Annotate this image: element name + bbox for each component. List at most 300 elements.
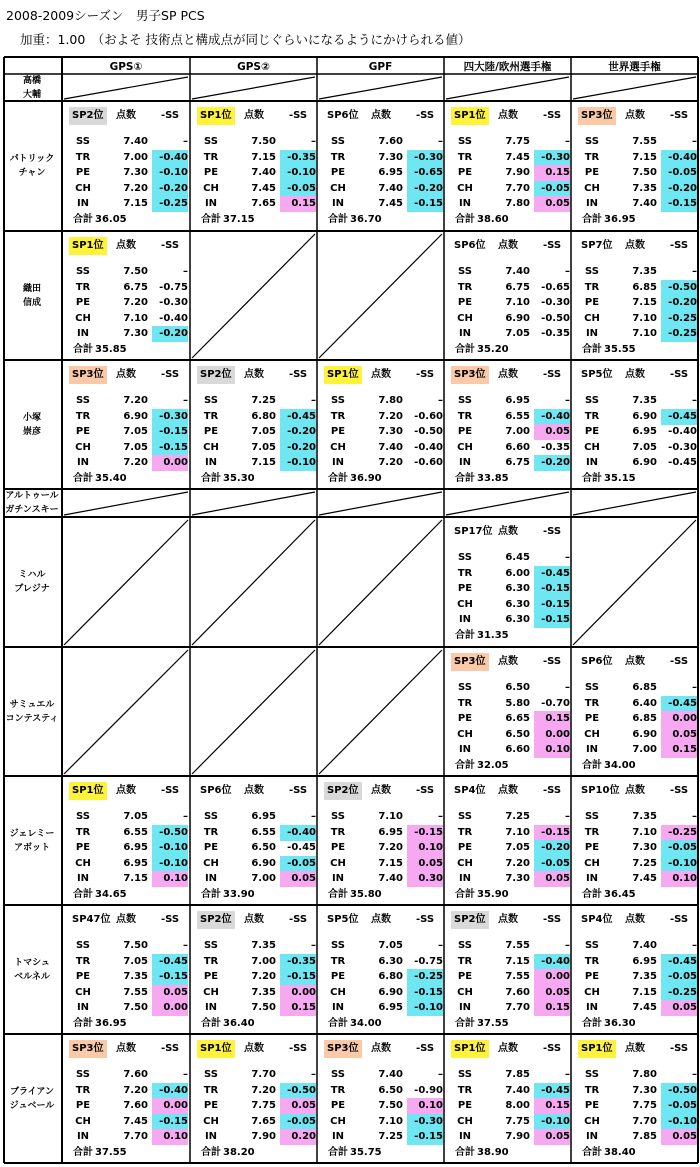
total-label: 合計 [582,473,602,484]
total-value: 35.15 [604,473,636,484]
component-label: PE [457,426,473,438]
component-score: 6.95 [251,811,276,822]
component-label: CH [457,728,473,740]
component-score: 7.20 [378,457,403,469]
component-label: SS [458,395,472,406]
score-header: 点数 [498,785,518,796]
component-row [63,1000,188,1016]
component-diff: -0.05 [661,969,697,985]
component-diff: 0.15 [280,196,316,212]
component-label: TR [584,151,600,163]
component-row [445,1067,570,1083]
component-row [445,825,570,841]
component-row [572,1098,697,1114]
component-diff: -0.15 [280,969,316,985]
component-score: 7.60 [123,1069,148,1080]
total-value: 38.90 [477,1147,509,1158]
component-label: CH [457,1115,473,1127]
component-diff: – [692,1069,697,1080]
component-score: 7.45 [632,1002,657,1014]
component-label: PE [457,583,473,595]
component-label: PE [457,842,473,854]
component-diff: – [438,811,443,822]
component-score: 7.25 [251,395,276,406]
component-score: 7.10 [123,312,148,324]
component-diff: – [565,1069,570,1080]
diagonal-slash [192,520,315,645]
diff-header: -SS [288,914,308,925]
component-label: IN [76,457,90,469]
total-value: 34.00 [350,1018,382,1029]
component-row [318,196,443,212]
component-row [445,455,570,471]
component-row [445,938,570,954]
total-value: 35.80 [350,889,382,900]
component-score: 7.10 [632,312,657,324]
total-label: 合計 [328,214,348,225]
component-score: 7.25 [505,811,530,822]
component-label: SS [585,395,599,406]
score-header: 点数 [625,369,645,380]
component-diff: 0.05 [534,424,570,440]
component-row [63,840,188,856]
component-score: 6.95 [632,426,657,438]
component-score: 7.30 [505,873,530,885]
diff-header: -SS [415,110,435,121]
component-label: TR [457,567,473,579]
component-diff: – [438,940,443,951]
total-label: 合計 [455,630,475,641]
component-diff: -0.25 [661,985,697,1001]
component-label: IN [585,457,599,469]
component-score: 7.45 [251,182,276,194]
component-score: 7.15 [123,198,148,210]
component-score: 6.95 [123,842,148,854]
component-diff: – [183,1069,188,1080]
score-header: 点数 [371,785,391,796]
component-row [572,727,697,743]
diff-header: -SS [415,914,435,925]
score-header: 点数 [244,1043,264,1054]
component-diff: – [565,266,570,277]
diff-header: -SS [288,369,308,380]
score-header: 点数 [244,914,264,925]
component-score: 6.95 [378,826,403,838]
component-score: 7.55 [632,136,657,147]
component-diff: – [565,552,570,563]
component-score: 6.50 [251,842,276,854]
component-score: 7.00 [632,744,657,756]
component-diff: -0.10 [534,1114,570,1130]
component-row [318,181,443,197]
component-diff: – [438,395,443,406]
total-label: 合計 [582,760,602,771]
component-row [318,455,443,471]
component-diff: -0.10 [152,856,188,872]
total-value: 35.75 [350,1147,382,1158]
component-row [318,409,443,425]
component-label: TR [203,826,219,838]
component-label: CH [584,312,600,324]
component-score: 7.00 [505,426,530,438]
component-diff: 0.05 [534,1129,570,1145]
total-value: 35.30 [223,473,255,484]
skater-name: 小塚 崇彦 [22,412,41,437]
event-header: GPS① [109,61,143,73]
component-row [63,969,188,985]
component-row [191,1000,316,1016]
component-score: 7.05 [123,955,148,967]
component-row [318,424,443,440]
component-row [572,809,697,825]
diff-header: -SS [669,656,689,667]
rank-badge: SP2位 [69,107,107,125]
component-diff: – [183,811,188,822]
component-row [445,393,570,409]
component-row [63,871,188,887]
component-diff: -0.25 [661,326,697,342]
component-row [191,424,316,440]
component-score: 7.40 [378,1069,403,1080]
rank-badge: SP1位 [197,1040,235,1058]
component-diff: -0.45 [661,696,697,712]
total-label: 合計 [328,473,348,484]
component-label: IN [585,1002,599,1014]
component-diff: – [692,940,697,951]
component-label: IN [76,873,90,885]
diff-header: -SS [542,785,562,796]
component-score: 7.40 [505,266,530,277]
component-label: CH [75,1115,91,1127]
component-score: 6.75 [123,281,148,293]
rank-badge: SP2位 [197,366,235,384]
component-diff: -0.15 [152,969,188,985]
component-row [63,440,188,456]
component-score: 6.60 [505,744,530,756]
component-row [318,150,443,166]
component-row [572,742,697,758]
component-row [191,150,316,166]
component-score: 7.35 [632,266,657,277]
component-row [191,809,316,825]
component-score: 6.55 [505,410,530,422]
component-diff: 0.05 [661,1129,697,1145]
component-score: 6.90 [632,410,657,422]
diagonal-slash [573,520,696,645]
component-diff: 0.05 [661,727,697,743]
component-diff: -0.40 [668,426,697,438]
page-subtitle: 加重：1.00 （およそ 技術点と構成点が同じぐらいになるようにかけられる値） [20,32,471,47]
component-diff: -0.15 [534,612,570,628]
component-diff: 0.10 [407,1098,443,1114]
component-diff: -0.05 [280,856,316,872]
component-score: 7.05 [378,940,403,951]
component-row [63,295,188,311]
component-diff: -0.45 [661,954,697,970]
component-label: TR [584,697,600,709]
score-header: 点数 [498,240,518,251]
component-row [445,969,570,985]
component-score: 7.50 [251,1002,276,1014]
component-row [318,954,443,970]
component-label: TR [75,1084,91,1096]
component-row [318,985,443,1001]
component-label: CH [457,986,473,998]
component-label: SS [331,136,345,147]
diff-header: -SS [542,1043,562,1054]
component-row [572,1000,697,1016]
component-row [445,1083,570,1099]
component-diff: 0.15 [534,1098,570,1114]
diff-header: -SS [160,1043,180,1054]
component-score: 7.20 [251,971,276,983]
component-diff: -0.65 [541,281,570,293]
component-row [445,581,570,597]
component-score: 6.30 [505,614,530,626]
total-label: 合計 [73,1018,93,1029]
component-label: SS [204,395,218,406]
component-label: IN [76,1131,90,1143]
component-label: IN [204,1002,218,1014]
component-score: 6.65 [505,713,530,725]
total-label: 合計 [455,214,475,225]
component-diff: -0.05 [280,181,316,197]
component-row [63,181,188,197]
component-score: 7.65 [251,1115,276,1127]
component-diff: 0.15 [534,711,570,727]
score-header: 点数 [498,1043,518,1054]
component-diff: -0.15 [152,440,188,456]
component-diff: 0.05 [152,985,188,1001]
component-diff: – [311,940,316,951]
component-label: SS [458,136,472,147]
component-row [572,856,697,872]
total-value: 36.45 [604,889,636,900]
component-label: TR [457,697,473,709]
rank-badge: SP3位 [578,107,616,125]
component-row [445,680,570,696]
component-label: TR [457,151,473,163]
component-label: CH [457,182,473,194]
component-diff: 0.10 [534,742,570,758]
rank-badge: SP1位 [451,107,489,125]
diff-header: -SS [288,785,308,796]
component-row [572,409,697,425]
component-row [445,550,570,566]
component-row [572,196,697,212]
component-diff: -0.30 [159,297,188,309]
component-diff: 0.30 [407,871,443,887]
component-score: 6.80 [378,971,403,983]
component-diff: 0.00 [280,985,316,1001]
total-label: 合計 [455,1018,475,1029]
component-label: CH [330,857,346,869]
component-row [191,393,316,409]
component-score: 7.25 [632,857,657,869]
rank-badge: SP3位 [69,366,107,384]
component-row [191,134,316,150]
component-score: 7.00 [123,151,148,163]
component-label: SS [458,811,472,822]
component-score: 7.40 [632,940,657,951]
component-label: TR [75,826,91,838]
component-diff: -0.75 [159,281,188,293]
rank-badge: SP6位 [327,110,359,121]
component-diff: -0.15 [534,597,570,613]
diff-header: -SS [415,785,435,796]
component-score: 7.50 [632,167,657,179]
component-row [445,566,570,582]
component-row [445,954,570,970]
component-label: IN [585,1131,599,1143]
component-diff: -0.45 [287,842,316,854]
component-score: 6.00 [505,567,530,579]
component-diff: – [438,136,443,147]
component-row [191,409,316,425]
diagonal-slash [319,77,442,99]
component-diff: -0.20 [152,326,188,342]
total-label: 合計 [455,889,475,900]
component-score: 7.35 [632,182,657,194]
component-row [318,1114,443,1130]
component-diff: -0.50 [541,312,570,324]
component-score: 7.30 [123,328,148,340]
component-diff: 0.05 [534,871,570,887]
component-score: 7.00 [251,955,276,967]
component-score: 7.65 [251,198,276,210]
component-score: 7.20 [378,842,403,854]
component-score: 8.00 [505,1100,530,1112]
component-label: TR [330,410,346,422]
total-label: 合計 [582,214,602,225]
component-diff: -0.15 [661,196,697,212]
component-label: PE [584,426,600,438]
score-header: 点数 [498,526,518,537]
component-label: SS [585,811,599,822]
diff-header: -SS [288,110,308,121]
component-diff: 0.05 [407,856,443,872]
component-diff: -0.20 [407,181,443,197]
component-score: 7.70 [123,1131,148,1143]
component-score: 7.30 [123,167,148,179]
total-label: 合計 [201,889,221,900]
component-diff: -0.10 [152,840,188,856]
component-diff: -0.50 [661,280,697,296]
component-label: IN [585,873,599,885]
score-header: 点数 [498,914,518,925]
total-value: 38.20 [223,1147,255,1158]
component-diff: -0.10 [661,856,697,872]
component-row [63,311,188,327]
component-score: 7.55 [123,986,148,998]
component-row [318,871,443,887]
component-label: PE [457,713,473,725]
rank-badge: SP7位 [581,240,613,251]
component-row [63,809,188,825]
component-diff: -0.45 [152,954,188,970]
component-row [572,280,697,296]
component-label: PE [75,1100,91,1112]
total-value: 35.90 [477,889,509,900]
component-score: 7.70 [505,182,530,194]
component-row [445,264,570,280]
component-score: 7.10 [632,328,657,340]
diff-header: -SS [160,369,180,380]
score-header: 点数 [625,110,645,121]
component-score: 6.30 [378,955,403,967]
component-diff: – [692,266,697,277]
component-label: TR [75,410,91,422]
component-label: SS [204,1069,218,1080]
total-label: 合計 [73,214,93,225]
component-score: 7.20 [378,410,403,422]
component-row [572,840,697,856]
component-score: 7.05 [632,441,657,453]
total-value: 31.35 [477,630,509,641]
component-score: 7.20 [123,297,148,309]
component-row [63,856,188,872]
component-row [572,711,697,727]
component-label: TR [457,955,473,967]
score-header: 点数 [244,369,264,380]
component-label: SS [458,940,472,951]
component-score: 6.90 [505,312,530,324]
skater-name: サミュエル コンテスティ [5,699,59,724]
score-header: 点数 [116,240,136,251]
rank-badge: SP4位 [581,914,613,925]
component-label: SS [458,266,472,277]
component-diff: – [183,266,188,277]
component-score: 6.75 [505,457,530,469]
component-row [318,840,443,856]
component-row [63,938,188,954]
component-score: 7.15 [505,955,530,967]
component-score: 7.30 [378,151,403,163]
component-score: 7.05 [505,328,530,340]
component-score: 7.05 [251,441,276,453]
component-score: 6.75 [505,281,530,293]
total-value: 36.30 [604,1018,636,1029]
total-label: 合計 [73,473,93,484]
component-label: IN [331,457,345,469]
component-score: 7.40 [632,198,657,210]
component-diff: -0.40 [414,441,443,453]
rank-badge: SP1位 [69,782,107,800]
component-diff: 0.15 [661,742,697,758]
component-score: 7.75 [505,1115,530,1127]
diff-header: -SS [669,1043,689,1054]
component-diff: -0.70 [541,697,570,709]
component-score: 6.55 [251,826,276,838]
component-label: IN [331,873,345,885]
component-diff: – [183,136,188,147]
component-score: 6.85 [632,713,657,725]
component-row [191,1098,316,1114]
score-header: 点数 [625,785,645,796]
component-row [63,165,188,181]
component-diff: – [692,395,697,406]
component-diff: -0.15 [407,1129,443,1145]
diagonal-slash [192,650,315,774]
component-score: 7.25 [378,1131,403,1143]
component-diff: -0.45 [668,457,697,469]
component-score: 7.45 [378,198,403,210]
component-label: PE [75,971,91,983]
component-label: CH [457,441,473,453]
component-score: 7.60 [378,136,403,147]
component-label: TR [584,955,600,967]
component-diff: – [565,682,570,693]
